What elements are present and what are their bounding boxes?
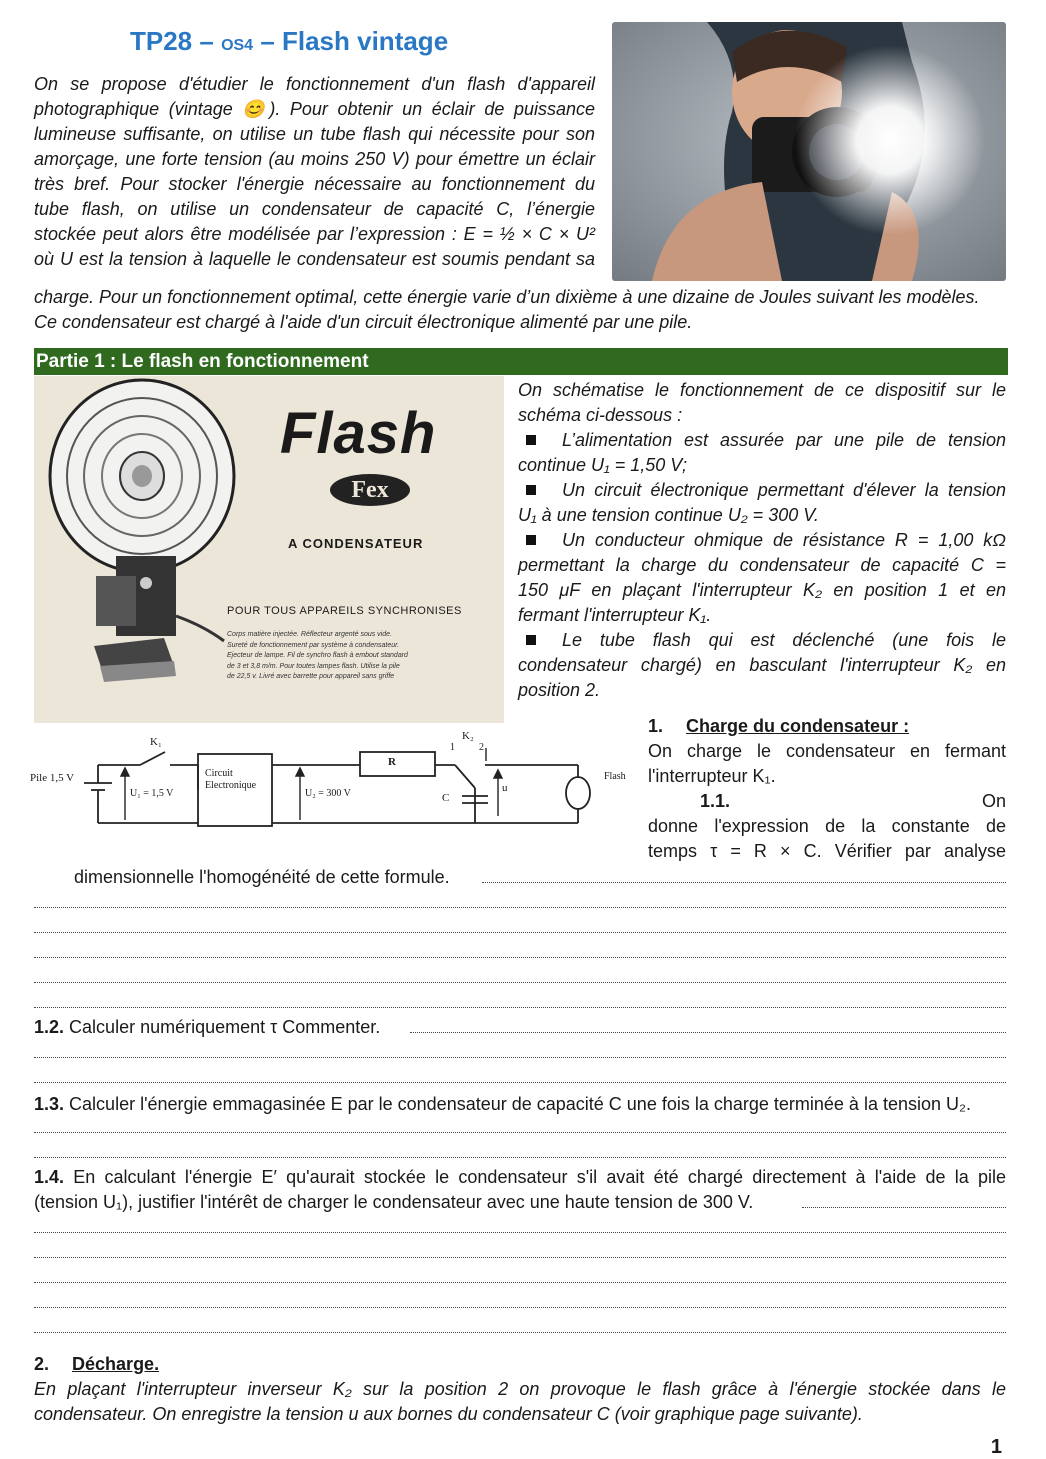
- answer-line[interactable]: [34, 1307, 1006, 1308]
- title-rest: – Flash vintage: [260, 26, 449, 56]
- bullet-text: condensateur chargé) en basculant l'interrupteur K₂ en: [518, 655, 1006, 675]
- intro-line: Ce condensateur est chargé à l'aide d'un circuit électronique alimenté par une pile.: [34, 312, 693, 332]
- schema-description: [518, 378, 1006, 703]
- q14-text: En calculant l'énergie E′ qu'aurait stockée le condensateur s'il avait été chargé directement à l'aide de la pile: [73, 1167, 1006, 1187]
- q1-text-line: l'interrupteur K₁.: [648, 766, 776, 786]
- question-1-3: [34, 1092, 971, 1117]
- bullet-text: continue U₁ = 1,50 V;: [518, 455, 687, 475]
- bullet-item: [518, 628, 1006, 653]
- k2-position-2: 2: [479, 742, 484, 753]
- answer-line[interactable]: [34, 1132, 1006, 1133]
- ad-compatibility: POUR TOUS APPAREILS SYNCHRONISES: [227, 605, 462, 617]
- bullet-item: [518, 428, 1006, 453]
- q11-text-line: donne l'expression de la constante de: [648, 816, 1006, 836]
- answer-line[interactable]: [34, 1257, 1006, 1258]
- ad-logo: Fex: [330, 474, 410, 506]
- circuit-label-line: Circuit: [205, 768, 233, 779]
- circuit-box-label: [205, 768, 256, 792]
- photographer-flash-photo: [612, 22, 1006, 281]
- answer-line[interactable]: [34, 982, 1006, 983]
- q14-number: 1.4.: [34, 1167, 65, 1187]
- schema-line: schéma ci-dessous :: [518, 405, 683, 425]
- intro-line: On se propose d'étudier le fonctionnement d'un flash d'appareil: [34, 74, 595, 94]
- answer-line[interactable]: [482, 882, 1006, 883]
- ad-fine-line: de 22,5 v. Livré avec barrette pour appareil sans griffe: [227, 673, 395, 680]
- intro-line: amorçage, une forte tension (au moins 250 V) pour émettre un éclair: [34, 149, 595, 169]
- k2-position-1: 1: [450, 742, 455, 753]
- q14-text: (tension U₁), justifier l'intérêt de charger le condensateur avec une haute tension de 300 V.: [34, 1192, 754, 1212]
- q11-text-continued: dimensionnelle l'homogénéité de cette formule.: [74, 867, 450, 887]
- intro-line: tube flash, on utilise un condensateur de capacité C, l’énergie: [34, 199, 595, 219]
- schema-line: On schématise le fonctionnement de ce dispositif sur le: [518, 380, 1006, 400]
- q1-number: 1.: [648, 716, 664, 736]
- answer-line[interactable]: [34, 1157, 1006, 1158]
- bullet-text: Le tube flash qui est déclenché (une fois le: [562, 630, 1006, 650]
- bullet-text: Un circuit électronique permettant d'élever la tension: [562, 480, 1006, 500]
- page-number: 1: [990, 1436, 1002, 1458]
- page-title: [130, 26, 448, 57]
- intro-line: stockée peut alors être modélisée par l’expression : E = ½ × C × U²: [34, 224, 595, 244]
- answer-line[interactable]: [410, 1032, 1006, 1033]
- answer-line[interactable]: [34, 1082, 1006, 1083]
- circuit-label-line: Electronique: [205, 780, 257, 791]
- u1-label: U₁ = 1,5 V: [130, 788, 174, 799]
- intro-line: où U est la tension à laquelle le condensateur est soumis pendant sa: [34, 249, 595, 269]
- q11-number: 1.1.: [700, 791, 731, 811]
- answer-line[interactable]: [34, 907, 1006, 908]
- ad-brand: Flash: [280, 401, 437, 466]
- answer-line[interactable]: [34, 1057, 1006, 1058]
- ad-fine-line: de 3 et 3,8 m/m. Pour toutes lampes flash. Utilise la pile: [227, 662, 400, 670]
- capacitor-label: C: [442, 792, 450, 804]
- ad-subtitle: A CONDENSATEUR: [288, 536, 424, 551]
- question-1-2: [34, 1015, 380, 1040]
- bullet-text: U₁ à une tension continue U₂ = 300 V.: [518, 505, 819, 525]
- q13-text: Calculer l'énergie emmagasinée E par le condensateur de capacité C une fois la charge terminée à la tension U₂.: [69, 1094, 971, 1114]
- q11-text-line: temps τ = R × C. Vérifier par analyse: [648, 841, 1006, 861]
- answer-line[interactable]: [34, 932, 1006, 933]
- bullet-text: L’alimentation est assurée par une pile de tension: [562, 430, 1006, 450]
- answer-line[interactable]: [34, 1332, 1006, 1333]
- q11-on: On: [981, 791, 1006, 811]
- q14-line: [34, 1165, 1006, 1190]
- question-2-text: [34, 1377, 1006, 1427]
- u2-label: U₂ = 300 V: [305, 788, 351, 799]
- circuit-wires: [30, 728, 640, 840]
- q2-text-line: En plaçant l'interrupteur inverseur K₂ sur la position 2 on provoque le flash grâce à l'énergie stockée dans le: [34, 1379, 1006, 1399]
- k2-label: K₂: [462, 730, 474, 742]
- flash-fex-advertisement: [34, 376, 504, 723]
- q12-number: 1.2.: [34, 1017, 65, 1037]
- answer-line[interactable]: [802, 1207, 1006, 1208]
- k1-label: K₁: [150, 736, 162, 748]
- ad-fine-line: Corps matière injectée. Réflecteur argenté sous vide.: [227, 631, 392, 638]
- q2-title: Décharge.: [72, 1354, 160, 1374]
- bullet-text: Un conducteur ohmique de résistance R = 1,00 kΩ: [562, 530, 1006, 550]
- square-bullet-icon: [526, 435, 536, 445]
- answer-line[interactable]: [34, 1007, 1006, 1008]
- question-2-heading: [34, 1352, 159, 1377]
- ad-fine-print: [227, 630, 467, 683]
- square-bullet-icon: [526, 635, 536, 645]
- square-bullet-icon: [526, 485, 536, 495]
- q1-text-line: On charge le condensateur en fermant: [648, 741, 1006, 761]
- pile-label: Pile 1,5 V: [30, 772, 75, 784]
- bullet-text: 150 μF en plaçant l'interrupteur K₂ en position 1 et en: [518, 580, 1006, 600]
- bullet-item: [518, 478, 1006, 503]
- bullet-text: fermant l'interrupteur K₁.: [518, 605, 712, 625]
- q1-heading: [648, 714, 1006, 739]
- ad-fine-line: Ejecteur de lampe. Fil de synchro flash à embout standard: [227, 652, 408, 659]
- bullet-text: permettant la charge du condensateur de capacité C =: [518, 555, 1006, 575]
- bullet-text: position 2.: [518, 680, 601, 700]
- title-main: TP28 –: [130, 26, 214, 56]
- title-code: OS4: [221, 37, 254, 54]
- intro-line: très bref. Pour stocker l'énergie nécessaire au fonctionnement du: [34, 174, 595, 194]
- flash-label: Flash: [604, 771, 626, 782]
- q2-number: 2.: [34, 1354, 50, 1374]
- q12-text: Calculer numériquement τ Commenter.: [69, 1017, 381, 1037]
- part1-banner: Partie 1 : Le flash en fonctionnement: [34, 348, 1008, 375]
- q1-title: Charge du condensateur :: [686, 716, 910, 736]
- voltage-u-label: u: [502, 782, 508, 794]
- question-1: [648, 714, 1006, 864]
- intro-paragraph: [34, 72, 595, 272]
- resistor-label: R: [388, 756, 396, 768]
- square-bullet-icon: [526, 535, 536, 545]
- intro-paragraph-end: [34, 285, 1014, 335]
- q11-row: [648, 789, 1006, 814]
- intro-line: photographique (vintage 😊). Pour obtenir un éclair de puissance: [34, 99, 595, 119]
- answer-line[interactable]: [34, 1282, 1006, 1283]
- answer-line[interactable]: [34, 1232, 1006, 1233]
- q2-text-line: condensateur. On enregistre la tension u aux bornes du condensateur C (voir graphique page suivante).: [34, 1404, 863, 1424]
- q13-number: 1.3.: [34, 1094, 65, 1114]
- intro-line: charge. Pour un fonctionnement optimal, cette énergie varie d’un dixième à une dizaine de Joules suivant les modèles.: [34, 287, 980, 307]
- intro-line: lumineuse suffisante, on utilise un tube flash qui nécessite pour son: [34, 124, 595, 144]
- bullet-item: [518, 528, 1006, 553]
- answer-line[interactable]: [34, 957, 1006, 958]
- ad-fine-line: Sureté de fonctionnement par système à condensateur.: [227, 641, 400, 649]
- circuit-schematic: [30, 728, 640, 840]
